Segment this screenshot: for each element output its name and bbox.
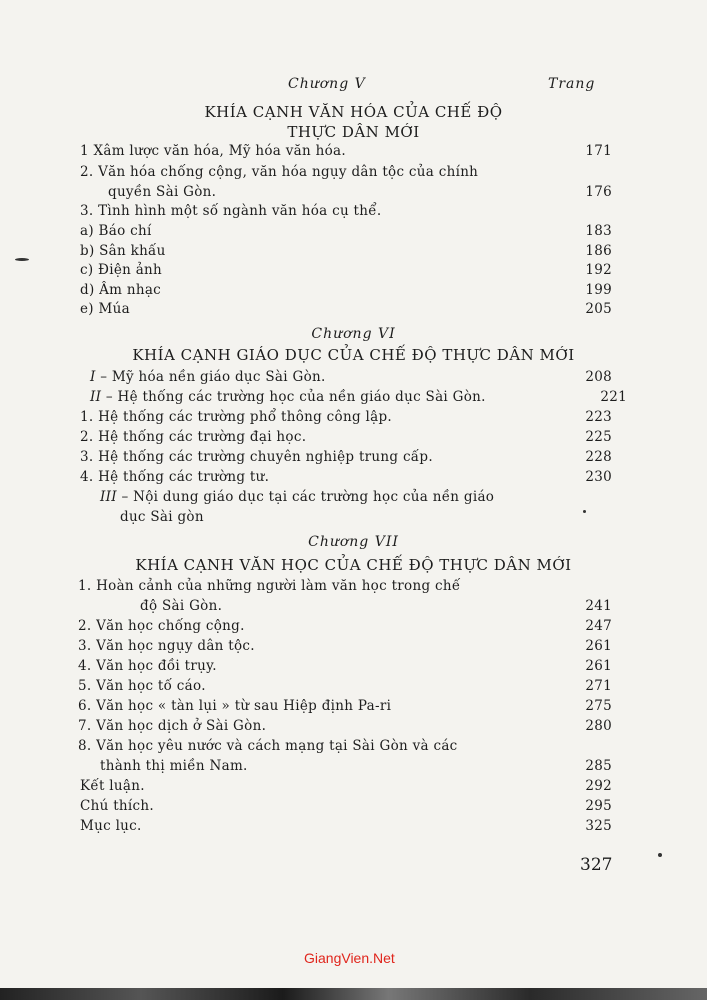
- toc-entry: [0, 509, 707, 529]
- toc-entry-page: 325: [585, 818, 612, 834]
- toc-entry-page: 247: [585, 618, 612, 634]
- scan-speck: [583, 510, 586, 513]
- toc-entry-page: 295: [585, 798, 612, 814]
- chapter-6-title: KHÍA CẠNH GIÁO DỤC CỦA CHẾ ĐỘ THỰC DÂN MỚI: [132, 346, 575, 364]
- toc-entry: [0, 223, 707, 243]
- toc-entry-text: 5. Văn học tố cáo.: [78, 678, 206, 694]
- toc-entry-text: quyền Sài Gòn.: [108, 184, 217, 200]
- toc-entry-page: 280: [585, 718, 612, 734]
- toc-entry: [0, 282, 707, 302]
- toc-entry-page: 241: [585, 598, 612, 614]
- toc-entry: [0, 578, 707, 598]
- toc-entry-text: 4. Văn học đồi trụy.: [78, 658, 217, 674]
- toc-entry: [0, 409, 707, 429]
- toc-entry-text: c) Điện ảnh: [80, 262, 163, 278]
- toc-entry-text: a) Báo chí: [80, 223, 152, 239]
- toc-entry-page: 171: [585, 143, 612, 159]
- toc-entry: [0, 598, 707, 618]
- toc-entry-text: 2. Văn học chống cộng.: [78, 618, 245, 634]
- roman-numeral: I: [90, 369, 96, 385]
- chapter-7-heading: Chương VII: [308, 534, 399, 550]
- scan-speck: [658, 853, 662, 857]
- toc-entry-page: 208: [585, 369, 612, 385]
- toc-entry-text: Mục lục.: [80, 818, 142, 834]
- toc-entry-page: 186: [585, 243, 612, 259]
- toc-entry-text: 4. Hệ thống các trường tư.: [80, 469, 270, 485]
- toc-entry: [0, 618, 707, 638]
- toc-entry: [0, 203, 707, 223]
- toc-entry-text: 3. Văn học ngụy dân tộc.: [78, 638, 255, 654]
- page-number: 327: [580, 855, 613, 875]
- toc-entry: [0, 798, 707, 818]
- toc-entry-text: Kết luận.: [80, 778, 145, 794]
- toc-entry-text: 6. Văn học « tàn lụi » từ sau Hiệp định Pa-ri: [78, 698, 392, 714]
- toc-entry-page: 225: [585, 429, 612, 445]
- toc-entry-page: 275: [585, 698, 612, 714]
- toc-entry-page: 221: [600, 389, 627, 405]
- toc-entry: [0, 243, 707, 263]
- scan-speck: [15, 258, 29, 261]
- chapter-5-heading: Chương V: [288, 76, 366, 92]
- toc-entry-page: 176: [585, 184, 612, 200]
- toc-entry-text: 8. Văn học yêu nước và cách mạng tại Sài Gòn và các: [78, 738, 458, 754]
- toc-entry: [0, 738, 707, 758]
- toc-entry: [0, 143, 707, 163]
- toc-entry-text: 2. Văn hóa chống cộng, văn hóa ngụy dân tộc của chính: [80, 164, 479, 180]
- chapter-7-title: KHÍA CẠNH VĂN HỌC CỦA CHẾ ĐỘ THỰC DÂN MỚI: [135, 556, 572, 574]
- toc-entry: [0, 184, 707, 204]
- toc-entry-text: 3. Hệ thống các trường chuyên nghiệp trung cấp.: [80, 449, 433, 465]
- toc-entry-page: 261: [585, 638, 612, 654]
- toc-entry-text: b) Sân khấu: [80, 243, 166, 259]
- toc-entry-page: 292: [585, 778, 612, 794]
- toc-entry-page: 205: [585, 301, 612, 317]
- chapter-5-title-line-2: THỰC DÂN MỚI: [287, 123, 420, 141]
- toc-entry-text: 1 Xâm lược văn hóa, Mỹ hóa văn hóa.: [80, 143, 346, 159]
- toc-entry: [0, 818, 707, 838]
- toc-entry: [0, 164, 707, 184]
- toc-entry-text: độ Sài Gòn.: [140, 598, 223, 614]
- toc-entry-text: 1. Hoàn cảnh của những người làm văn học trong chế: [78, 578, 461, 594]
- scan-edge-strip: [0, 988, 707, 1000]
- chapter-5-title-line-1: KHÍA CẠNH VĂN HÓA CỦA CHẾ ĐỘ: [204, 103, 503, 121]
- toc-entry: [0, 758, 707, 778]
- toc-entry-text: 7. Văn học dịch ở Sài Gòn.: [78, 718, 267, 734]
- roman-numeral: II: [90, 389, 102, 405]
- toc-entry-text: d) Âm nhạc: [80, 282, 162, 298]
- toc-entry-text: 2. Hệ thống các trường đại học.: [80, 429, 307, 445]
- toc-entry-page: 228: [585, 449, 612, 465]
- roman-numeral: III: [100, 489, 117, 505]
- toc-entry: [0, 698, 707, 718]
- toc-entry-page: 261: [585, 658, 612, 674]
- toc-entry-page: 183: [585, 223, 612, 239]
- chapter-6-heading: Chương VI: [311, 326, 396, 342]
- toc-entry-text: 3. Tình hình một số ngành văn hóa cụ thể.: [80, 203, 382, 219]
- toc-entry-text: e) Múa: [80, 301, 130, 317]
- toc-entry: [0, 369, 707, 389]
- toc-entry-page: 199: [585, 282, 612, 298]
- watermark: GiangVien.Net: [304, 950, 395, 966]
- toc-entry-text: 1. Hệ thống các trường phổ thông công lập.: [80, 409, 392, 425]
- toc-entry-page: 285: [585, 758, 612, 774]
- toc-entry-page: 192: [585, 262, 612, 278]
- toc-entry: [0, 301, 707, 321]
- toc-entry: [0, 262, 707, 282]
- toc-entry: [0, 449, 707, 469]
- toc-entry-text: – Mỹ hóa nền giáo dục Sài Gòn.: [95, 369, 326, 385]
- page-column-heading: Trang: [548, 76, 596, 92]
- toc-entry: [0, 638, 707, 658]
- toc-entry: [0, 429, 707, 449]
- toc-entry-text: – Hệ thống các trường học của nền giáo dục Sài Gòn.: [101, 389, 486, 405]
- toc-entry: [0, 469, 707, 489]
- toc-entry: [0, 778, 707, 798]
- toc-entry-page: 223: [585, 409, 612, 425]
- toc-entry-text: – Nội dung giáo dục tại các trường học của nền giáo: [116, 489, 495, 505]
- toc-entry: [0, 489, 707, 509]
- toc-entry: [0, 658, 707, 678]
- toc-entry-text: thành thị miền Nam.: [100, 758, 248, 774]
- toc-entry-text: Chú thích.: [80, 798, 154, 814]
- toc-entry-page: 230: [585, 469, 612, 485]
- toc-entry-text: dục Sài gòn: [120, 509, 204, 525]
- toc-entry: [0, 389, 707, 409]
- toc-entry-page: 271: [585, 678, 612, 694]
- toc-entry: [0, 678, 707, 698]
- toc-entry: [0, 718, 707, 738]
